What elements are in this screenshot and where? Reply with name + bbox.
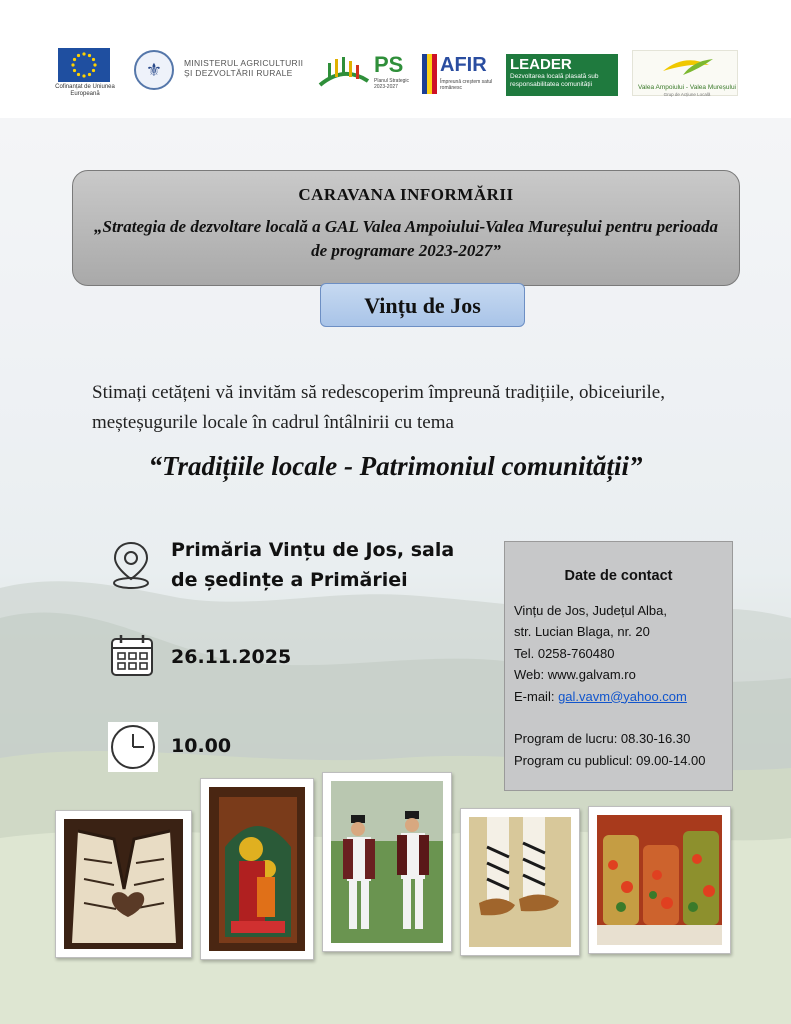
page-title: CARAVANA INFORMĂRII [298,185,514,204]
contact-phone: Tel. 0258-760480 [514,645,615,661]
location-tag: Vințu de Jos [320,283,525,327]
clock-icon [108,722,158,777]
contact-program-work: Program de lucru: 08.30-16.30 [514,731,691,746]
contact-title: Date de contact [564,568,673,584]
title-banner [72,170,740,286]
ps-logo-caption: Planul Strategic 2023-2027 [374,78,410,90]
ps-logo-text: PS [374,52,404,77]
photo-pickle-jars [588,806,731,954]
contact-address-line2: str. Lucian Blaga, nr. 20 [514,624,650,639]
meeting-theme: “Tradițiile locale - Patrimoniul comunității” [148,451,643,481]
photo-icon-painting [200,778,314,960]
gal-valea-logo [632,50,738,96]
leader-logo [506,54,618,96]
afir-logo-caption: Împreună creștem satul românesc [440,79,493,91]
photo-traditional-vest [55,810,192,958]
photo-opinci-sandals [460,808,580,956]
contact-email-label: E-mail: [514,688,559,704]
page-subtitle: „Strategia de dezvoltare locală a GAL Valea Ampoiului-Valea Mureșului pentru perioada de programare 2023-2027” [93,217,718,260]
contact-address-line1: Vințu de Jos, Județul Alba, [514,602,667,618]
event-date: 26.11.2025 [171,646,292,668]
gal-valea-caption: Grup de Acțiune Locală [663,92,711,97]
ministry-name: MINISTERUL AGRICULTURII ȘI DEZVOLTĂRII RURALE [184,58,304,78]
photo-folk-dancers [322,772,452,952]
event-place-line2: de ședințe a Primăriei [171,569,408,591]
contact-web: Web: www.galvam.ro [514,667,636,682]
eu-caption: Cofinanțat de Uniunea Europeană [55,84,115,97]
gal-valea-name: Valea Ampoiului - Valea Mureșului [637,84,737,91]
calendar-icon [108,632,156,685]
event-place-line1: Primăria Vințu de Jos, sala [171,539,455,561]
location-pin-icon [108,539,154,596]
government-seal-logo: ⚜ [134,50,174,90]
event-place [171,535,454,595]
contact-program-public: Program cu publicul: 09.00-14.00 [514,752,706,768]
contact-box [504,541,733,791]
eu-flag-logo [58,48,110,82]
logo-strip [0,0,791,118]
contact-email-link[interactable]: gal.vavm@yahoo.com [558,688,687,704]
afir-logo-text: AFIR [440,54,487,76]
event-time: 10.00 [171,735,232,757]
invitation-text: Stimați cetățeni vă invităm să redescoperim împreună tradițiile, obiceiurile, meșteșugurile locale în cadrul întâlnirii cu tema [92,382,665,433]
contact-email-row [514,686,732,708]
afir-flag-logo [422,54,438,99]
leader-logo-title: LEADER [510,56,572,73]
ps-wheat-logo [318,55,370,96]
leader-logo-caption: Dezvoltarea locală plasată sub responsabilitatea comunității [510,73,599,88]
